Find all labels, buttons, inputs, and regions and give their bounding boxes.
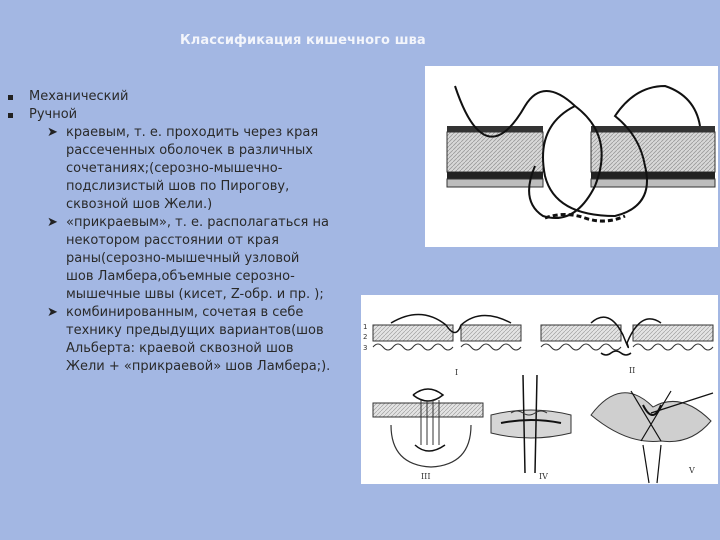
panel-i [373, 314, 521, 350]
bullet-mechanical [8, 88, 368, 106]
sub-bullet-combined [8, 304, 368, 376]
submucosa-layer-right [591, 172, 715, 179]
bullet-list [8, 88, 368, 376]
sub-bullet-line: раны(серозно-мышечный узловой [66, 251, 300, 266]
panel-label-iv: IV [539, 472, 548, 481]
panel-label-i: I [455, 368, 459, 377]
panel-ii [541, 317, 713, 355]
arrow-bullet-icon: ➤ [47, 125, 58, 140]
sub-bullet-line: сквозной шов Жели.) [66, 197, 213, 212]
sub-bullet-line: Жели + «прикраевой» шов Ламбера;). [66, 359, 331, 374]
suture-techniques-diagram [361, 295, 718, 484]
bullet-text: Механический [29, 89, 129, 104]
sub-bullet-line: технику предыдущих вариантов(шов [66, 323, 324, 338]
panel-label-v: V [689, 466, 695, 475]
panel-label-iii: III [421, 472, 431, 481]
sub-bullet-line: шов Ламбера,объемные серозно- [66, 269, 295, 284]
slide-title: Классификация кишечного шва [180, 33, 426, 48]
muscle-layer-right [591, 132, 715, 172]
layer-label-1: 1 [363, 323, 368, 331]
panel-iii [373, 389, 483, 467]
serosa-layer-right [591, 126, 715, 132]
submucosa-layer-left [447, 172, 543, 179]
sub-bullet-line: «прикраевым», т. е. располагаться на [66, 215, 329, 230]
sub-bullet-line: некотором расстоянии от края [66, 233, 279, 248]
panel-iv [491, 375, 571, 473]
sub-bullet-line: рассеченных оболочек в различных [66, 143, 313, 158]
bullet-manual [8, 106, 368, 124]
arrow-bullet-icon: ➤ [47, 305, 58, 320]
sub-bullet-line: подслизистый шов по Пирогову, [66, 179, 290, 194]
sub-bullet-line: мышечные швы (кисет, Z-обр. и пр. ); [66, 287, 324, 302]
sub-bullet-near-edge [8, 214, 368, 304]
suture-diagram-through-stitch [425, 66, 718, 247]
muscle-layer-left [447, 132, 543, 172]
layer-label-2: 2 [363, 333, 368, 341]
serosa-layer-left [447, 126, 543, 132]
arrow-bullet-icon: ➤ [47, 215, 58, 230]
sub-bullet-line: комбинированным, сочетая в себе [66, 305, 304, 320]
square-bullet-icon [8, 113, 13, 118]
sub-bullet-line: Альберта: краевой сквозной шов [66, 341, 294, 356]
panel-label-ii: II [629, 366, 636, 375]
layer-label-3: 3 [363, 344, 368, 352]
mucosa-layer-right [591, 179, 715, 187]
bullet-text: Ручной [29, 107, 78, 122]
sub-bullet-edge [8, 124, 368, 214]
sub-bullet-line: краевым, т. е. проходить через края [66, 125, 319, 140]
square-bullet-icon [8, 95, 13, 100]
sub-bullet-line: сочетаниях;(серозно-мышечно- [66, 161, 283, 176]
